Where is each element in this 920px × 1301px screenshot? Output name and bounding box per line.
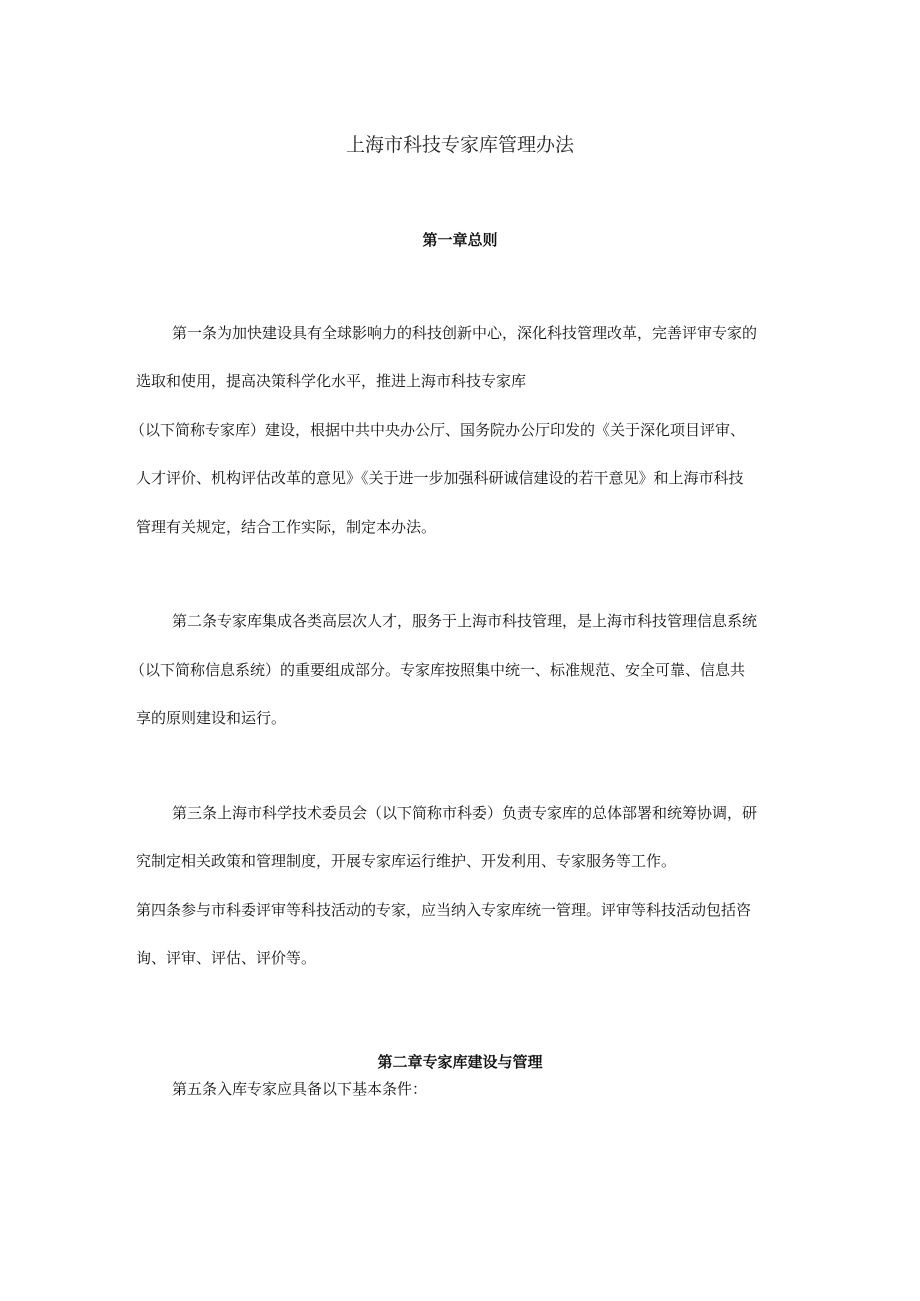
article-2-line-3: 享的原则建设和运行。 xyxy=(136,709,287,727)
article-3-line-1: 第三条上海市科学技术委员会（以下简称市科委）负责专家库的总体部署和统筹协调，研 xyxy=(172,804,758,822)
chapter-1-heading: 第一章总则 xyxy=(422,231,498,249)
article-3-line-2: 究制定相关政策和管理制度，开展专家库运行维护、开发利用、专家服务等工作。 xyxy=(136,852,677,870)
chapter-2-heading: 第二章专家库建设与管理 xyxy=(377,1053,543,1071)
article-2-line-1: 第二条专家库集成各类高层次人才，服务于上海市科技管理，是上海市科技管理信息系统 xyxy=(172,612,758,630)
article-1-line-1: 第一条为加快建设具有全球影响力的科技创新中心，深化科技管理改革，完善评审专家的 xyxy=(172,324,758,342)
article-1-line-2: 选取和使用，提高决策科学化水平，推进上海市科技专家库 xyxy=(136,372,527,390)
article-4-line-2: 询、评审、评估、评价等。 xyxy=(136,949,317,967)
article-5-line-1: 第五条入库专家应具备以下基本条件： xyxy=(172,1080,428,1098)
article-2-line-2: （以下简称信息系统）的重要组成部分。专家库按照集中统一、标准规范、安全可靠、信息共 xyxy=(130,661,746,679)
article-1-line-4: 人才评价、机构评估改革的意见》《关于进一步加强科研诚信建设的若干意见》和上海市科技 xyxy=(136,469,744,487)
article-4-line-1: 第四条参与市科委评审等科技活动的专家，应当纳入专家库统一管理。评审等科技活动包括咨 xyxy=(136,901,752,919)
article-1-line-5: 管理有关规定，结合工作实际，制定本办法。 xyxy=(136,518,437,536)
document-title: 上海市科技专家库管理办法 xyxy=(345,134,574,156)
article-1-line-3: （以下简称专家库）建设，根据中共中央办公厅、国务院办公厅印发的《关于深化项目评审、 xyxy=(130,421,746,439)
